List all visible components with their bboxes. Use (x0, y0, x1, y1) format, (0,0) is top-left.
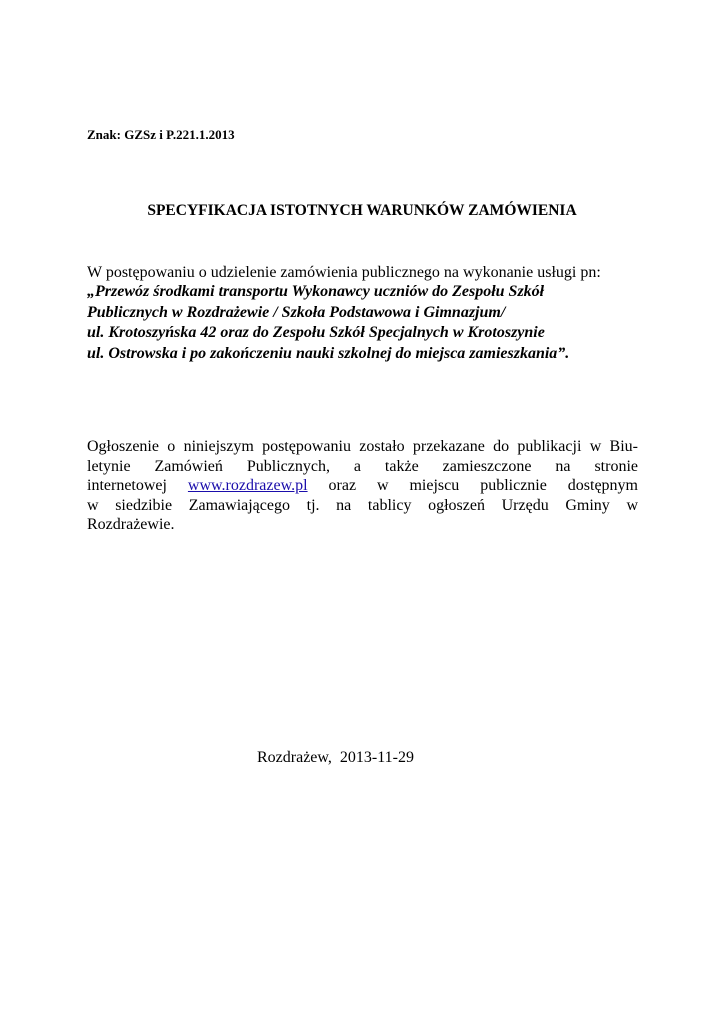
place-and-date: Rozdrażew, 2013-11-29 (257, 749, 414, 766)
document-title: SPECYFIKACJA ISTOTNYCH WARUNKÓW ZAMÓWIENIA (147, 202, 577, 219)
subject-line: ul. Krotoszyńska 42 oraz do Zespołu Szkół Specjalnych w Krotoszynie (87, 324, 545, 341)
notice-line: letynie Zamówień Publicznych, a także zamieszczone na stronie (87, 457, 638, 475)
publication-notice (87, 437, 638, 535)
order-subject (87, 282, 569, 364)
subject-line: Publicznych w Rozdrażewie / Szkoła Podstawowa i Gimnazjum/ (87, 303, 506, 321)
notice-line-start: internetowej (87, 477, 188, 494)
notice-line-end: oraz w miejscu publicznie dostępnym (307, 477, 639, 494)
intro-text: W postępowaniu o udzielenie zamówienia publicznego na wykonanie usługi pn: (87, 264, 601, 281)
document-reference: Znak: GZSz i P.221.1.2013 (87, 127, 235, 142)
subject-line: ul. Ostrowska i po zakończeniu nauki szkolnej do miejsca zamieszkania”. (87, 344, 570, 362)
subject-line: „Przewóz środkami transportu Wykonawcy uczniów do Zespołu Szkół (87, 283, 545, 300)
website-link[interactable]: www.rozdrazew.pl (187, 477, 308, 494)
notice-line: Ogłoszenie o niniejszym postępowaniu zostało przekazane do publikacji w Biu- (87, 438, 638, 455)
notice-line: Rozdrażewie. (87, 516, 175, 533)
notice-line (87, 476, 638, 496)
notice-line: w siedzibie Zamawiającego tj. na tablicy ogłoszeń Urzędu Gminy w (87, 496, 638, 514)
